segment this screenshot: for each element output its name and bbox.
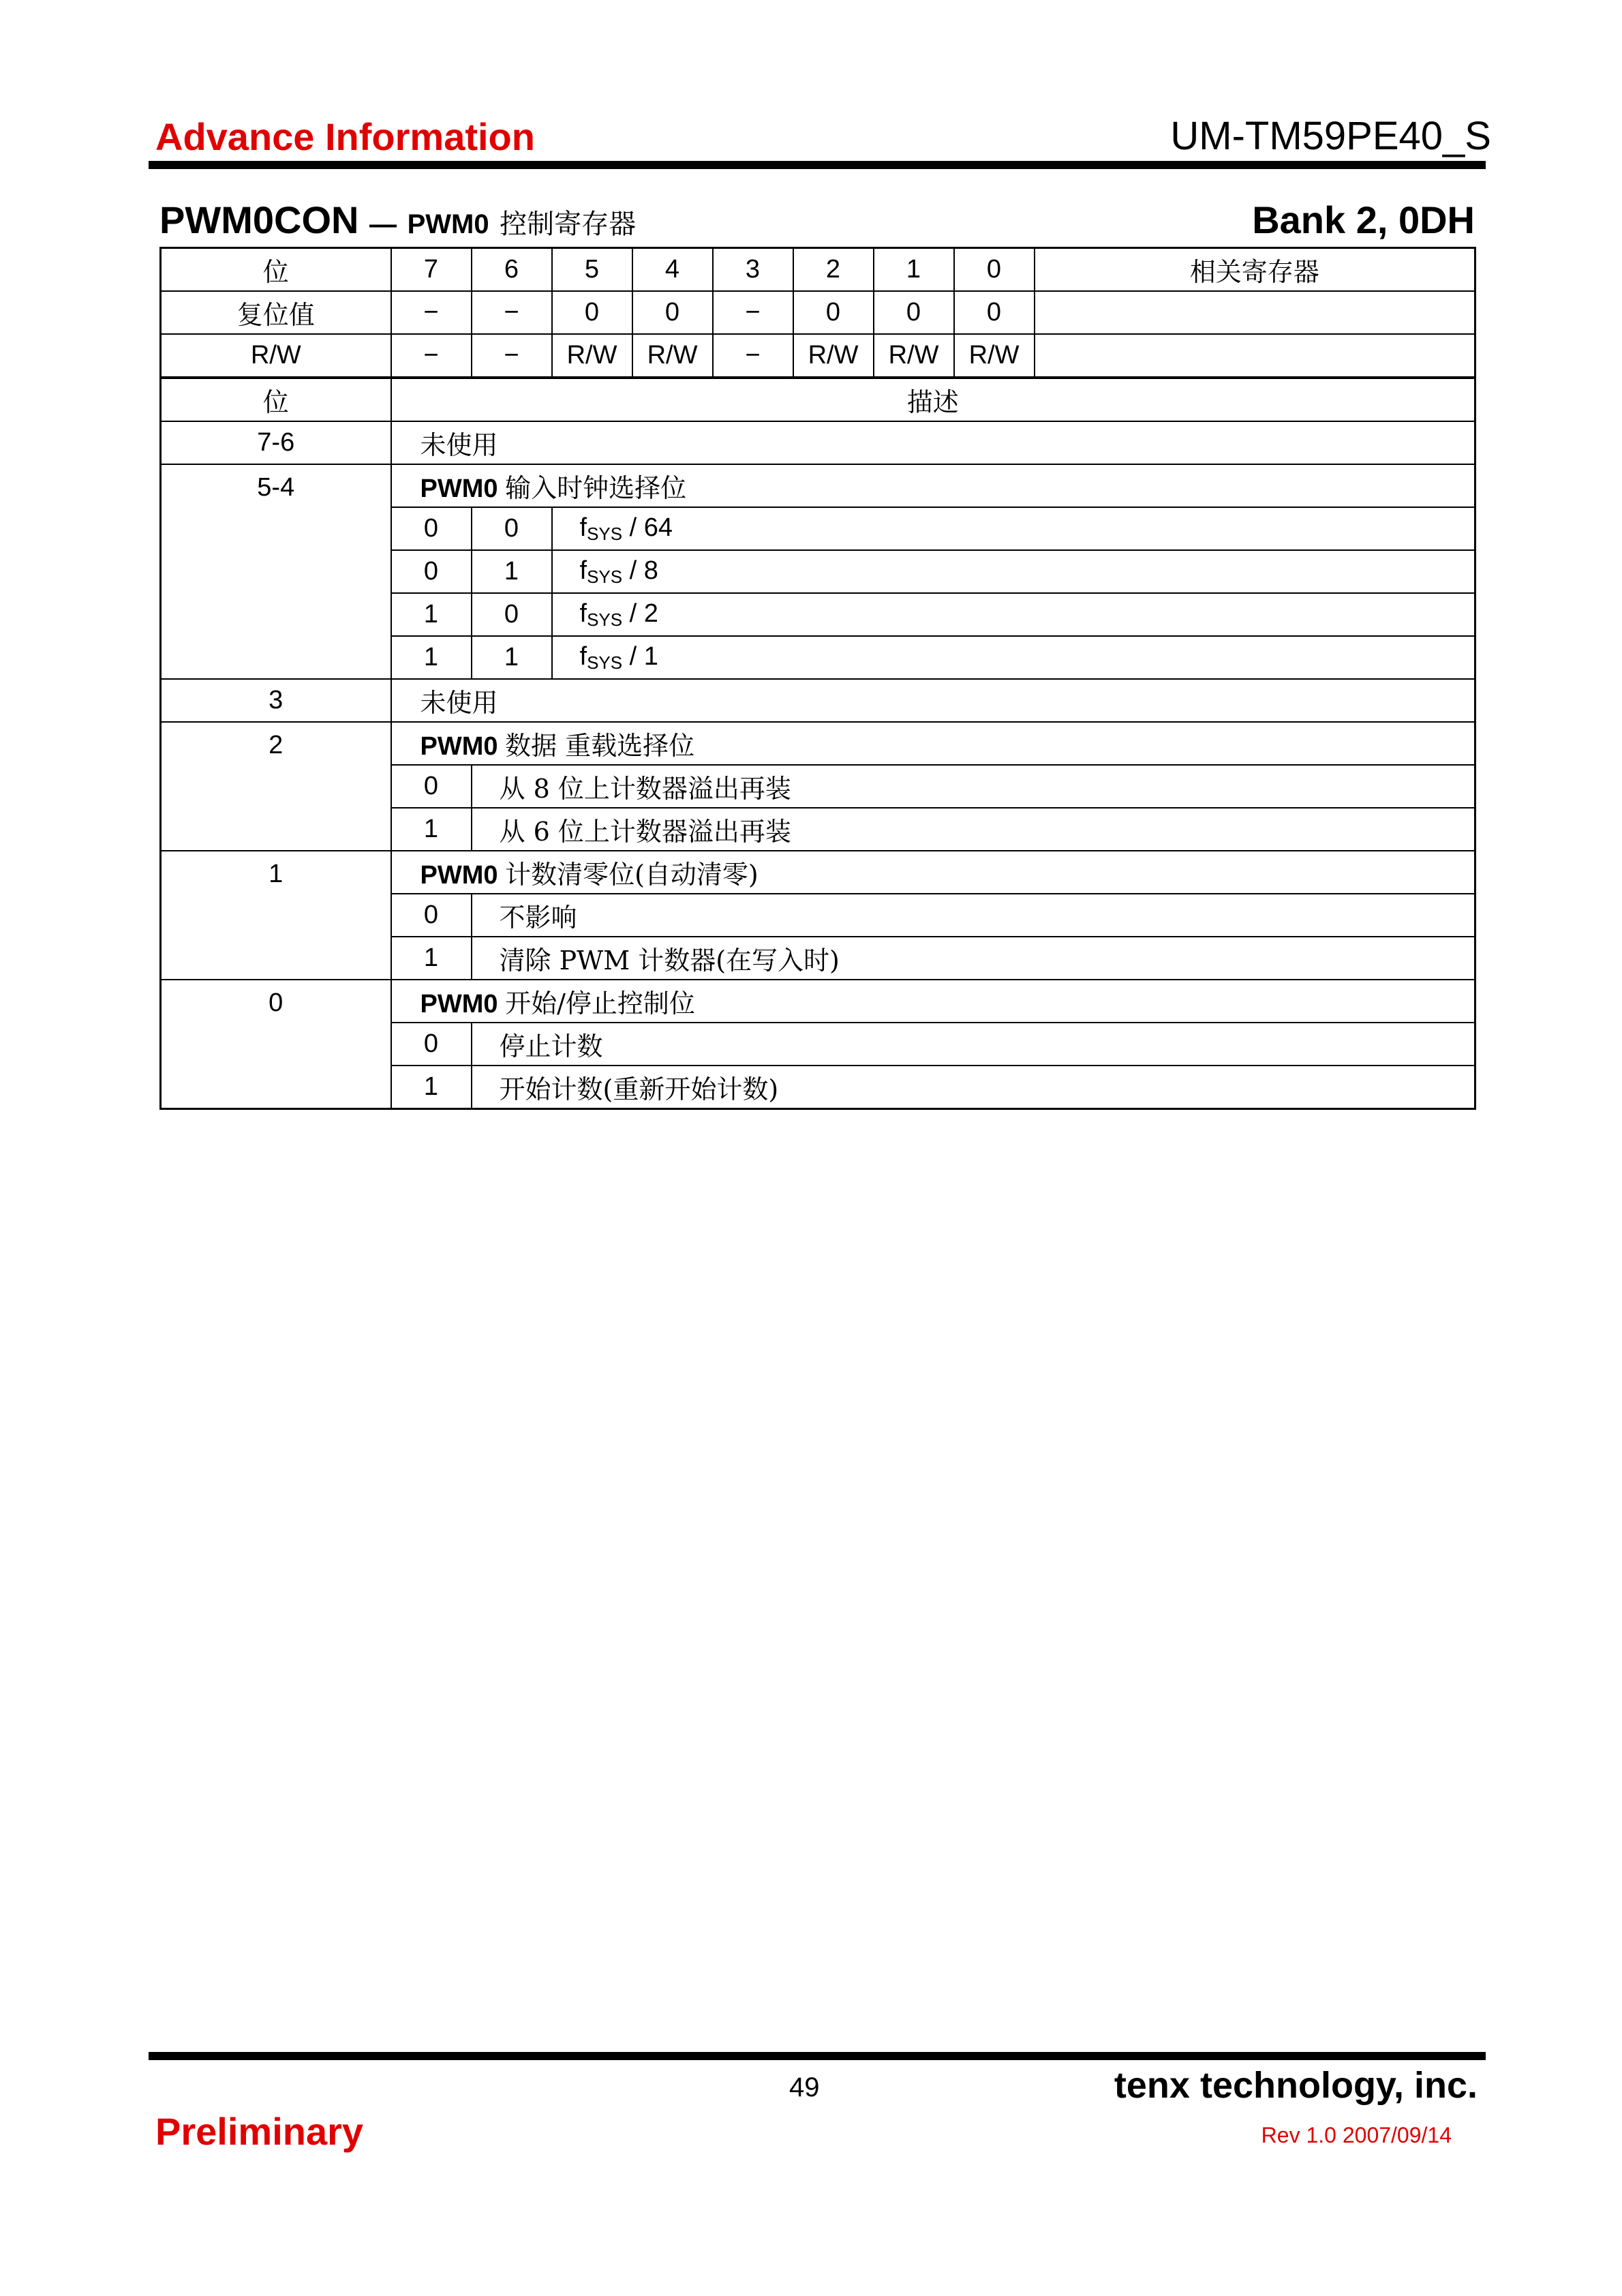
reset-cell: 0 [632,291,713,334]
page-number: 49 [789,2072,820,2102]
desc-row-bit-7-6 [161,421,1475,464]
bit-cell: 5 [552,248,632,292]
fsys-sub: SYS [587,523,623,544]
desc-bit: 1 [161,851,391,980]
fsys-f: f [579,513,587,542]
option-text [552,636,1475,679]
description-header-row [161,378,1475,421]
option-text [552,593,1475,636]
desc-row-bit-5-4 [161,464,1475,507]
reset-label: 复位值 [161,291,391,334]
bit-cell: 0 [954,248,1035,292]
option-bit-a: 0 [391,550,472,593]
option-text [552,550,1475,593]
fsys-divisor: / 8 [622,556,658,585]
header-advance-information: Advance Information [155,115,535,158]
option-text: 停止计数 [472,1023,1475,1066]
desc-title-bold: PWM0 [420,732,498,761]
option-text: 开始计数(重新开始计数) [472,1066,1475,1109]
rw-cell: − [472,334,552,378]
desc-title-bold: PWM0 [420,990,498,1018]
option-value: 0 [391,765,472,808]
rw-cell: R/W [874,334,954,378]
register-name: PWM0CON [159,198,359,241]
rw-cell: − [391,334,472,378]
reset-cell: − [391,291,472,334]
rw-label: R/W [161,334,391,378]
rw-row [161,334,1475,378]
fsys-f: f [579,556,587,585]
desc-title [391,980,1475,1023]
desc-bit: 3 [161,679,391,722]
fsys-sub: SYS [587,609,623,630]
reset-cell: 0 [793,291,874,334]
desc-title-bold: PWM0 [420,474,498,503]
fsys-divisor: / 1 [622,641,658,671]
bit-cell: 6 [472,248,552,292]
desc-title-cn: 数据 重载选择位 [505,731,695,761]
reset-cell: − [472,291,552,334]
option-text: 从 6 位上计数器溢出再装 [472,808,1475,851]
reset-cell: 0 [954,291,1035,334]
bit-label: 位 [161,248,391,292]
desc-row-bit-3 [161,679,1475,722]
related-register-rw [1035,334,1475,378]
rw-cell: R/W [793,334,874,378]
fsys-sub: SYS [587,652,623,673]
option-bit-a: 1 [391,593,472,636]
desc-title-bold: PWM0 [420,861,498,890]
reset-cell: 0 [552,291,632,334]
bit-row [161,248,1475,292]
bit-cell: 4 [632,248,713,292]
desc-text: 未使用 [391,421,1475,464]
option-value: 1 [391,808,472,851]
option-bit-a: 1 [391,636,472,679]
bit-cell: 3 [713,248,793,292]
rw-cell: R/W [552,334,632,378]
desc-row-bit-0 [161,980,1475,1023]
desc-header: 描述 [391,378,1475,421]
desc-title [391,464,1475,507]
desc-row-bit-2 [161,722,1475,765]
option-bit-b: 1 [472,636,552,679]
desc-bit-header: 位 [161,378,391,421]
register-subtitle-bold: PWM0 [407,209,489,239]
register-dash: — [369,209,397,239]
rw-cell: R/W [632,334,713,378]
option-text: 不影响 [472,894,1475,937]
register-subtitle-cn: 控制寄存器 [500,209,637,240]
fsys-divisor: / 64 [622,513,673,542]
fsys-f: f [579,641,587,671]
desc-bit: 7-6 [161,421,391,464]
footer-preliminary: Preliminary [155,2110,364,2153]
rw-cell: R/W [954,334,1035,378]
option-value: 1 [391,1066,472,1109]
desc-bit: 0 [161,980,391,1109]
option-value: 1 [391,937,472,980]
option-value: 0 [391,894,472,937]
footer-revision: Rev 1.0 2007/09/14 [1261,2123,1452,2147]
bit-cell: 1 [874,248,954,292]
desc-title [391,851,1475,894]
footer-rule [149,2052,1486,2060]
fsys-sub: SYS [587,566,623,587]
register-table [159,247,1476,1110]
desc-title-cn: 输入时钟选择位 [505,473,687,503]
option-text [552,507,1475,550]
option-bit-b: 0 [472,507,552,550]
reset-cell: 0 [874,291,954,334]
option-bit-a: 0 [391,507,472,550]
header-document-id: UM-TM59PE40_S [1170,114,1491,158]
header-rule [149,161,1486,169]
related-register-label: 相关寄存器 [1035,248,1475,292]
desc-text: 未使用 [391,679,1475,722]
register-bank: Bank 2, 0DH [1252,198,1475,241]
option-bit-b: 0 [472,593,552,636]
desc-bit: 5-4 [161,464,391,679]
option-text: 从 8 位上计数器溢出再装 [472,765,1475,808]
related-register-value [1035,291,1475,334]
bit-cell: 2 [793,248,874,292]
bit-cell: 7 [391,248,472,292]
register-title [159,198,636,242]
option-bit-b: 1 [472,550,552,593]
fsys-divisor: / 2 [622,599,658,628]
fsys-f: f [579,599,587,628]
desc-title-cn: 开始/停止控制位 [505,988,695,1018]
reset-row [161,291,1475,334]
option-text: 清除 PWM 计数器(在写入时) [472,937,1475,980]
desc-title [391,722,1475,765]
company-name: tenx technology, inc. [1114,2065,1478,2106]
desc-title-cn: 计数清零位(自动清零) [505,860,759,890]
desc-bit: 2 [161,722,391,851]
desc-row-bit-1 [161,851,1475,894]
reset-cell: − [713,291,793,334]
option-value: 0 [391,1023,472,1066]
rw-cell: − [713,334,793,378]
